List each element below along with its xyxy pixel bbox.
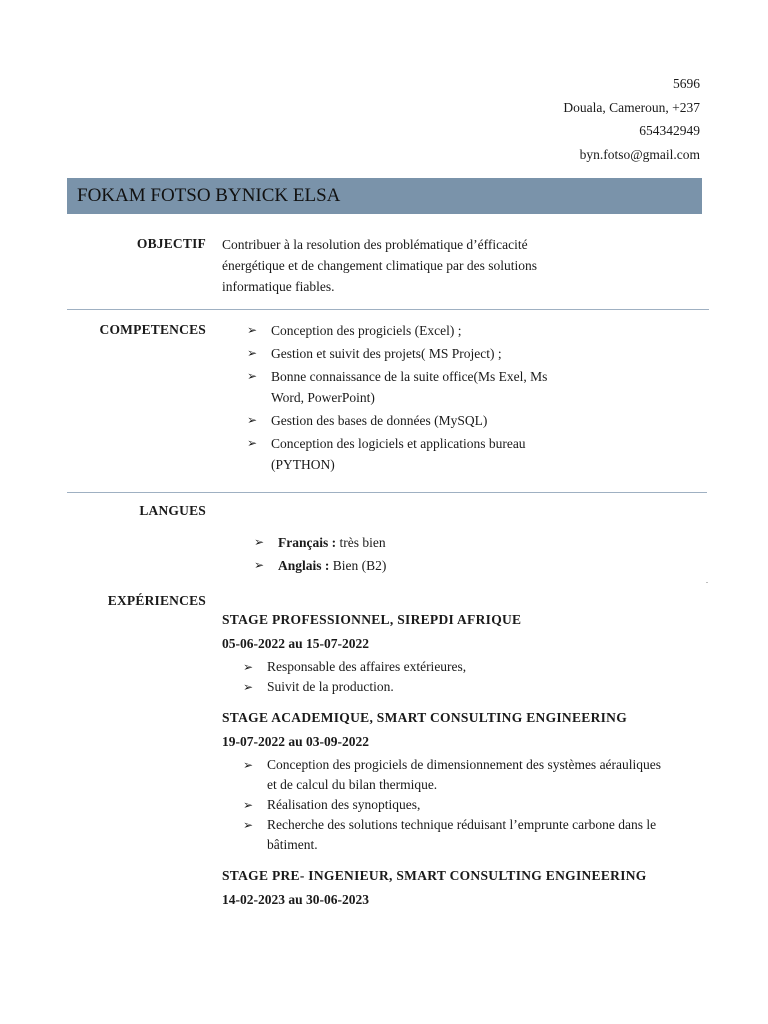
objectif-label: OBJECTIF [136,236,206,251]
objectif-line: informatique fiables. [222,279,335,294]
competence-item [247,410,627,431]
arrow-bullet-icon: ➢ [254,558,265,572]
langue-item [254,532,554,553]
competence-text: Gestion des bases de données (MySQL) [271,413,488,428]
section-divider [67,309,709,310]
job-title: STAGE PROFESSIONNEL, SIREPDI AFRIQUE [222,612,522,627]
email-address: byn.fotso@gmail.com [579,146,700,162]
job-date: 14-02-2023 au 30-06-2023 [222,892,369,907]
arrow-bullet-icon: ➢ [243,660,254,674]
job-task-text: et de calcul du bilan thermique. [267,777,438,792]
job-date: 05-06-2022 au 15-07-2022 [222,636,369,651]
job-task-text: Responsable des affaires extérieures, [267,659,467,674]
candidate-name: FOKAM FOTSO BYNICK ELSA [67,178,702,214]
job-task [243,755,713,795]
job-task [243,815,713,855]
stray-dot: . [706,576,708,585]
arrow-bullet-icon: ➢ [243,818,254,832]
arrow-bullet-icon: ➢ [254,535,265,549]
competence-item [247,320,627,341]
arrow-bullet-icon: ➢ [243,758,254,772]
competences-label: COMPETENCES [99,322,206,337]
langue-name: Français : [278,535,337,550]
job-task-list [243,657,713,697]
address-number: 5696 [673,76,700,91]
langue-name: Anglais : [278,558,330,573]
job-title: STAGE PRE- INGENIEUR, SMART CONSULTING ENGINEERING [222,868,647,883]
experiences-label: EXPÉRIENCES [107,593,206,608]
section-divider [67,492,707,493]
competence-item [247,433,627,475]
competence-text: Conception des logiciels et applications bureau [271,436,526,451]
job-task [243,795,713,815]
langues-label: LANGUES [139,503,206,518]
job-title: STAGE ACADEMIQUE, SMART CONSULTING ENGINEERING [222,710,628,725]
langue-level: très bien [336,535,386,550]
objectif-line: énergétique et de changement climatique par des solutions [222,258,538,273]
address-city-phone: Douala, Cameroun, +237 [563,99,700,115]
arrow-bullet-icon: ➢ [247,436,258,450]
job-task-list [243,755,713,855]
competences-list [247,320,627,477]
langue-item [254,555,554,576]
job-task-text: Recherche des solutions technique réduisant l’emprunte carbone dans le [267,817,657,832]
job-task-text: Suivit de la production. [267,679,394,694]
competence-text: Bonne connaissance de la suite office(Ms Exel, Ms [271,369,548,384]
arrow-bullet-icon: ➢ [247,369,258,383]
job-task-text: bâtiment. [267,837,318,852]
job-task-text: Conception des progiciels de dimensionnement des systèmes aérauliques [267,757,662,772]
objectif-line: Contribuer à la resolution des problématique d’éfficacité [222,237,528,252]
langue-level: Bien (B2) [329,558,387,573]
competence-text: Conception des progiciels (Excel) ; [271,323,462,338]
objectif-text [222,234,642,297]
arrow-bullet-icon: ➢ [247,346,258,360]
job-task [243,657,713,677]
arrow-bullet-icon: ➢ [243,680,254,694]
arrow-bullet-icon: ➢ [247,323,258,337]
competence-text: Word, PowerPoint) [271,390,375,405]
phone-number: 654342949 [639,123,700,138]
contact-block [563,72,700,166]
competence-text: Gestion et suivit des projets( MS Project) ; [271,346,502,361]
job-task-text: Réalisation des synoptiques, [267,797,421,812]
competence-text: (PYTHON) [271,457,335,472]
job-task [243,677,713,697]
competence-item [247,366,627,408]
competence-item [247,343,627,364]
langues-list [254,532,554,578]
arrow-bullet-icon: ➢ [243,798,254,812]
job-date: 19-07-2022 au 03-09-2022 [222,734,369,749]
arrow-bullet-icon: ➢ [247,413,258,427]
